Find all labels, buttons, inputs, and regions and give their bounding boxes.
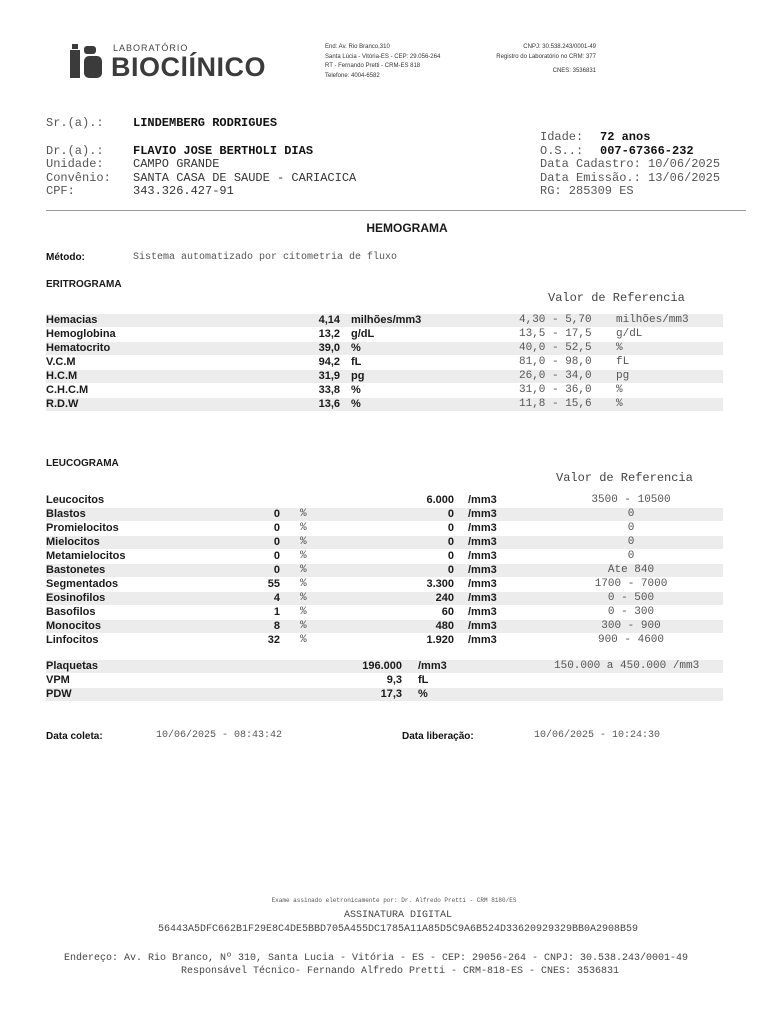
address-line: Telefone: 4004-6582 — [325, 72, 380, 79]
row-percent: 0 — [273, 564, 280, 576]
row-unit: g/dL — [351, 328, 375, 340]
table-row — [46, 606, 723, 619]
table-row — [46, 688, 723, 701]
row-percent: 32 — [267, 634, 280, 646]
row-unit: % — [351, 342, 361, 354]
doctor-name: FLAVIO JOSE BERTHOLI DIAS — [133, 144, 314, 158]
row-percent: 4 — [273, 592, 280, 604]
row-name: Basofilos — [46, 606, 96, 618]
row-value: 17,3 — [380, 688, 402, 700]
table-row — [46, 550, 723, 563]
address-line: Santa Lúcia - Vitória-ES - CEP: 29.056-264 — [325, 53, 441, 60]
row-percent-unit: % — [300, 578, 307, 590]
age-value: 72 anos — [600, 130, 651, 144]
row-name: Promielocitos — [46, 522, 119, 534]
row-name: Segmentados — [46, 578, 119, 590]
row-unit: /mm3 — [468, 606, 497, 618]
logo-brand-text: BIOClÍNICO — [111, 52, 267, 82]
row-value: 33,8 — [318, 384, 340, 396]
convenio-value: SANTA CASA DE SAUDE - CARIACICA — [133, 171, 357, 185]
row-percent: 0 — [273, 536, 280, 548]
row-reference: 0 - 300 — [607, 606, 655, 618]
row-absolute: 0 — [447, 564, 454, 576]
table-row — [46, 564, 723, 577]
row-reference-unit: % — [616, 384, 623, 396]
coleta-label: Data coleta: — [46, 731, 103, 742]
address-line: RT - Fernando Pretti - CRM-ES 818 — [325, 63, 421, 69]
row-unit: /mm3 — [468, 592, 497, 604]
row-name: Plaquetas — [46, 660, 98, 672]
row-percent-unit: % — [300, 508, 307, 520]
row-unit: /mm3 — [468, 508, 497, 520]
metodo-value: Sistema automatizado por citometria de fluxo — [133, 252, 398, 263]
metodo-label: Método: — [46, 252, 85, 263]
coleta-value: 10/06/2025 - 08:43:42 — [156, 730, 283, 741]
row-reference-unit: % — [616, 398, 623, 410]
exam-title: HEMOGRAMA — [366, 221, 448, 235]
row-reference-unit: g/dL — [616, 328, 643, 340]
row-name: Eosinofilos — [46, 592, 106, 604]
table-row — [46, 494, 723, 507]
row-percent-unit: % — [300, 550, 307, 562]
row-unit: % — [351, 384, 361, 396]
row-reference: 0 — [627, 508, 635, 520]
row-percent-unit: % — [300, 564, 307, 576]
row-absolute: 6.000 — [426, 494, 454, 506]
row-unit: /mm3 — [468, 634, 497, 646]
row-value: 196.000 — [362, 660, 402, 672]
unidade-label: Unidade: — [46, 157, 104, 171]
row-unit: fL — [351, 356, 362, 368]
eritrograma-ref-header: Valor de Referencia — [548, 291, 685, 305]
table-row — [46, 342, 723, 355]
row-value: 39,0 — [318, 342, 340, 354]
row-percent-unit: % — [300, 592, 307, 604]
cpf-value: 343.326.427-91 — [133, 184, 234, 198]
digital-signature-label: ASSINATURA DIGITAL — [343, 910, 453, 921]
row-reference: 4,30 - 5,70 — [519, 314, 592, 326]
row-value: 31,9 — [318, 370, 340, 382]
row-reference: 81,0 - 98,0 — [519, 356, 592, 368]
logo-small-text: LABORATÓRIO — [113, 43, 189, 53]
row-name: H.C.M — [46, 370, 78, 382]
row-name: Hemoglobina — [46, 328, 116, 340]
liberacao-label: Data liberação: — [402, 731, 474, 742]
table-row — [46, 592, 723, 605]
patient-name: LINDEMBERG RODRIGUES — [133, 116, 278, 130]
row-absolute: 0 — [447, 522, 454, 534]
table-row — [46, 356, 723, 369]
row-name: Metamielocitos — [46, 550, 126, 562]
row-reference: 0 — [627, 522, 635, 534]
row-unit: /mm3 — [468, 620, 497, 632]
row-reference: 13,5 - 17,5 — [519, 328, 592, 340]
row-reference: 0 — [627, 536, 635, 548]
row-absolute: 240 — [435, 592, 454, 604]
row-unit: % — [351, 398, 361, 410]
row-name: R.D.W — [46, 398, 79, 410]
row-absolute: 0 — [447, 508, 454, 520]
table-row — [46, 370, 723, 383]
logo-mark-icon — [68, 42, 108, 80]
emissao-date: Data Emissão.: 13/06/2025 — [540, 171, 721, 185]
row-percent: 1 — [273, 606, 280, 618]
table-row — [46, 508, 723, 521]
signature-hash: 56443A5DFC662B1F29E8C4DE5BBD705A455DC1785A11A85D5C9A6B524D33620929329BB0A2908B59 — [157, 924, 639, 935]
table-row — [46, 620, 723, 633]
table-row — [46, 328, 723, 341]
row-reference: 3500 - 10500 — [591, 494, 671, 506]
convenio-label: Convênio: — [46, 171, 111, 185]
unidade-value: CAMPO GRANDE — [133, 157, 220, 171]
row-unit: milhões/mm3 — [351, 314, 422, 326]
row-reference: 1700 - 7000 — [594, 578, 668, 590]
header-registry — [470, 43, 596, 62]
row-reference: 31,0 - 36,0 — [519, 384, 592, 396]
row-name: C.H.C.M — [46, 384, 89, 396]
row-percent: 55 — [267, 578, 280, 590]
row-unit: /mm3 — [468, 522, 497, 534]
row-name: Leucocitos — [46, 494, 105, 506]
row-unit: pg — [351, 370, 365, 382]
cnes-text: CNES: 3536831 — [552, 68, 596, 74]
row-unit: /mm3 — [468, 536, 497, 548]
signed-by-text: Exame assinado eletronicamente por: Dr. Alfredo Pretti - CRM 8180/ES — [271, 897, 517, 904]
row-absolute: 480 — [435, 620, 454, 632]
cadastro-date: Data Cadastro: 10/06/2025 — [540, 157, 721, 171]
eritrograma-title: ERITROGRAMA — [46, 279, 122, 290]
row-unit: fL — [418, 674, 429, 686]
row-reference: 0 - 500 — [607, 592, 655, 604]
table-row — [46, 314, 723, 327]
row-absolute: 1.920 — [426, 634, 454, 646]
row-name: Monocitos — [46, 620, 101, 632]
row-unit: /mm3 — [468, 564, 497, 576]
footer-address: Endereço: Av. Rio Branco, Nº 310, Santa Lucia - Vitória - ES - CEP: 29056-264 - CNPJ: 30.538.243/0001-49 — [63, 953, 689, 964]
row-reference-unit: pg — [616, 370, 630, 382]
row-reference: 40,0 - 52,5 — [519, 342, 592, 354]
row-reference: 900 - 4600 — [597, 634, 664, 646]
row-absolute: 0 — [447, 536, 454, 548]
row-name: Linfocitos — [46, 634, 99, 646]
row-name: PDW — [46, 688, 72, 700]
table-row — [46, 674, 723, 687]
row-value: 94,2 — [318, 356, 340, 368]
os-label: O.S..: — [540, 144, 584, 158]
row-reference: 300 - 900 — [601, 620, 661, 632]
row-name: VPM — [46, 674, 70, 686]
row-name: Mielocitos — [46, 536, 100, 548]
row-reference-unit: milhões/mm3 — [616, 314, 689, 326]
cpf-label: CPF: — [46, 184, 75, 198]
row-reference: 26,0 - 34,0 — [519, 370, 592, 382]
row-absolute: 0 — [447, 550, 454, 562]
registro-text: Registro do Laboratório no CRM: 377 — [496, 53, 596, 60]
table-row — [46, 578, 723, 591]
table-row — [46, 398, 723, 411]
row-value: 9,3 — [386, 674, 402, 686]
liberacao-value: 10/06/2025 - 10:24:30 — [534, 730, 661, 741]
row-name: Blastos — [46, 508, 86, 520]
table-row — [46, 384, 723, 397]
row-name: V.C.M — [46, 356, 76, 368]
patient-label: Sr.(a).: — [46, 116, 104, 130]
row-value: 4,14 — [318, 314, 340, 326]
age-label: Idade: — [540, 130, 584, 144]
row-percent-unit: % — [300, 536, 307, 548]
row-percent: 0 — [273, 550, 280, 562]
row-unit: % — [418, 688, 428, 700]
footer-responsible: Responsável Técnico- Fernando Alfredo Pretti - CRM-818-ES - CNES: 3536831 — [180, 966, 620, 977]
row-reference-unit: fL — [616, 356, 630, 368]
row-reference-unit: % — [616, 342, 623, 354]
row-percent-unit: % — [300, 620, 307, 632]
row-reference: 11,8 - 15,6 — [519, 398, 592, 410]
row-name: Hemacias — [46, 314, 98, 326]
row-absolute: 3.300 — [426, 578, 454, 590]
os-value: 007-67366-232 — [600, 144, 694, 158]
table-row — [46, 536, 723, 549]
table-row — [46, 634, 723, 647]
rg-text: RG: 285309 ES — [540, 184, 634, 198]
address-line: End: Av. Rio Branco,310 — [325, 44, 390, 50]
row-percent: 8 — [273, 620, 280, 632]
cnpj-text: CNPJ: 30.538.243/0001-49 — [523, 44, 596, 50]
row-value: 13,6 — [318, 398, 340, 410]
row-unit: /mm3 — [468, 578, 497, 590]
row-name: Hematocrito — [46, 342, 111, 354]
row-reference: 0 — [627, 550, 635, 562]
row-unit: /mm3 — [468, 494, 497, 506]
divider — [46, 210, 746, 211]
table-row — [46, 660, 723, 673]
doctor-label: Dr.(a).: — [46, 144, 104, 158]
leucograma-ref-header: Valor de Referencia — [556, 471, 693, 485]
row-percent: 0 — [273, 522, 280, 534]
row-name: Bastonetes — [46, 564, 106, 576]
row-value: 13,2 — [318, 328, 340, 340]
table-row — [46, 522, 723, 535]
row-percent-unit: % — [300, 606, 307, 618]
header-address — [325, 43, 440, 81]
row-percent: 0 — [273, 508, 280, 520]
row-percent-unit: % — [300, 634, 307, 646]
row-percent-unit: % — [300, 522, 307, 534]
row-absolute: 60 — [441, 606, 454, 618]
leucograma-title: LEUCOGRAMA — [46, 458, 119, 469]
row-unit: /mm3 — [468, 550, 497, 562]
row-reference: 150.000 a 450.000 /mm3 — [554, 660, 700, 672]
row-unit: /mm3 — [418, 660, 447, 672]
row-reference: Ate 840 — [607, 564, 655, 576]
